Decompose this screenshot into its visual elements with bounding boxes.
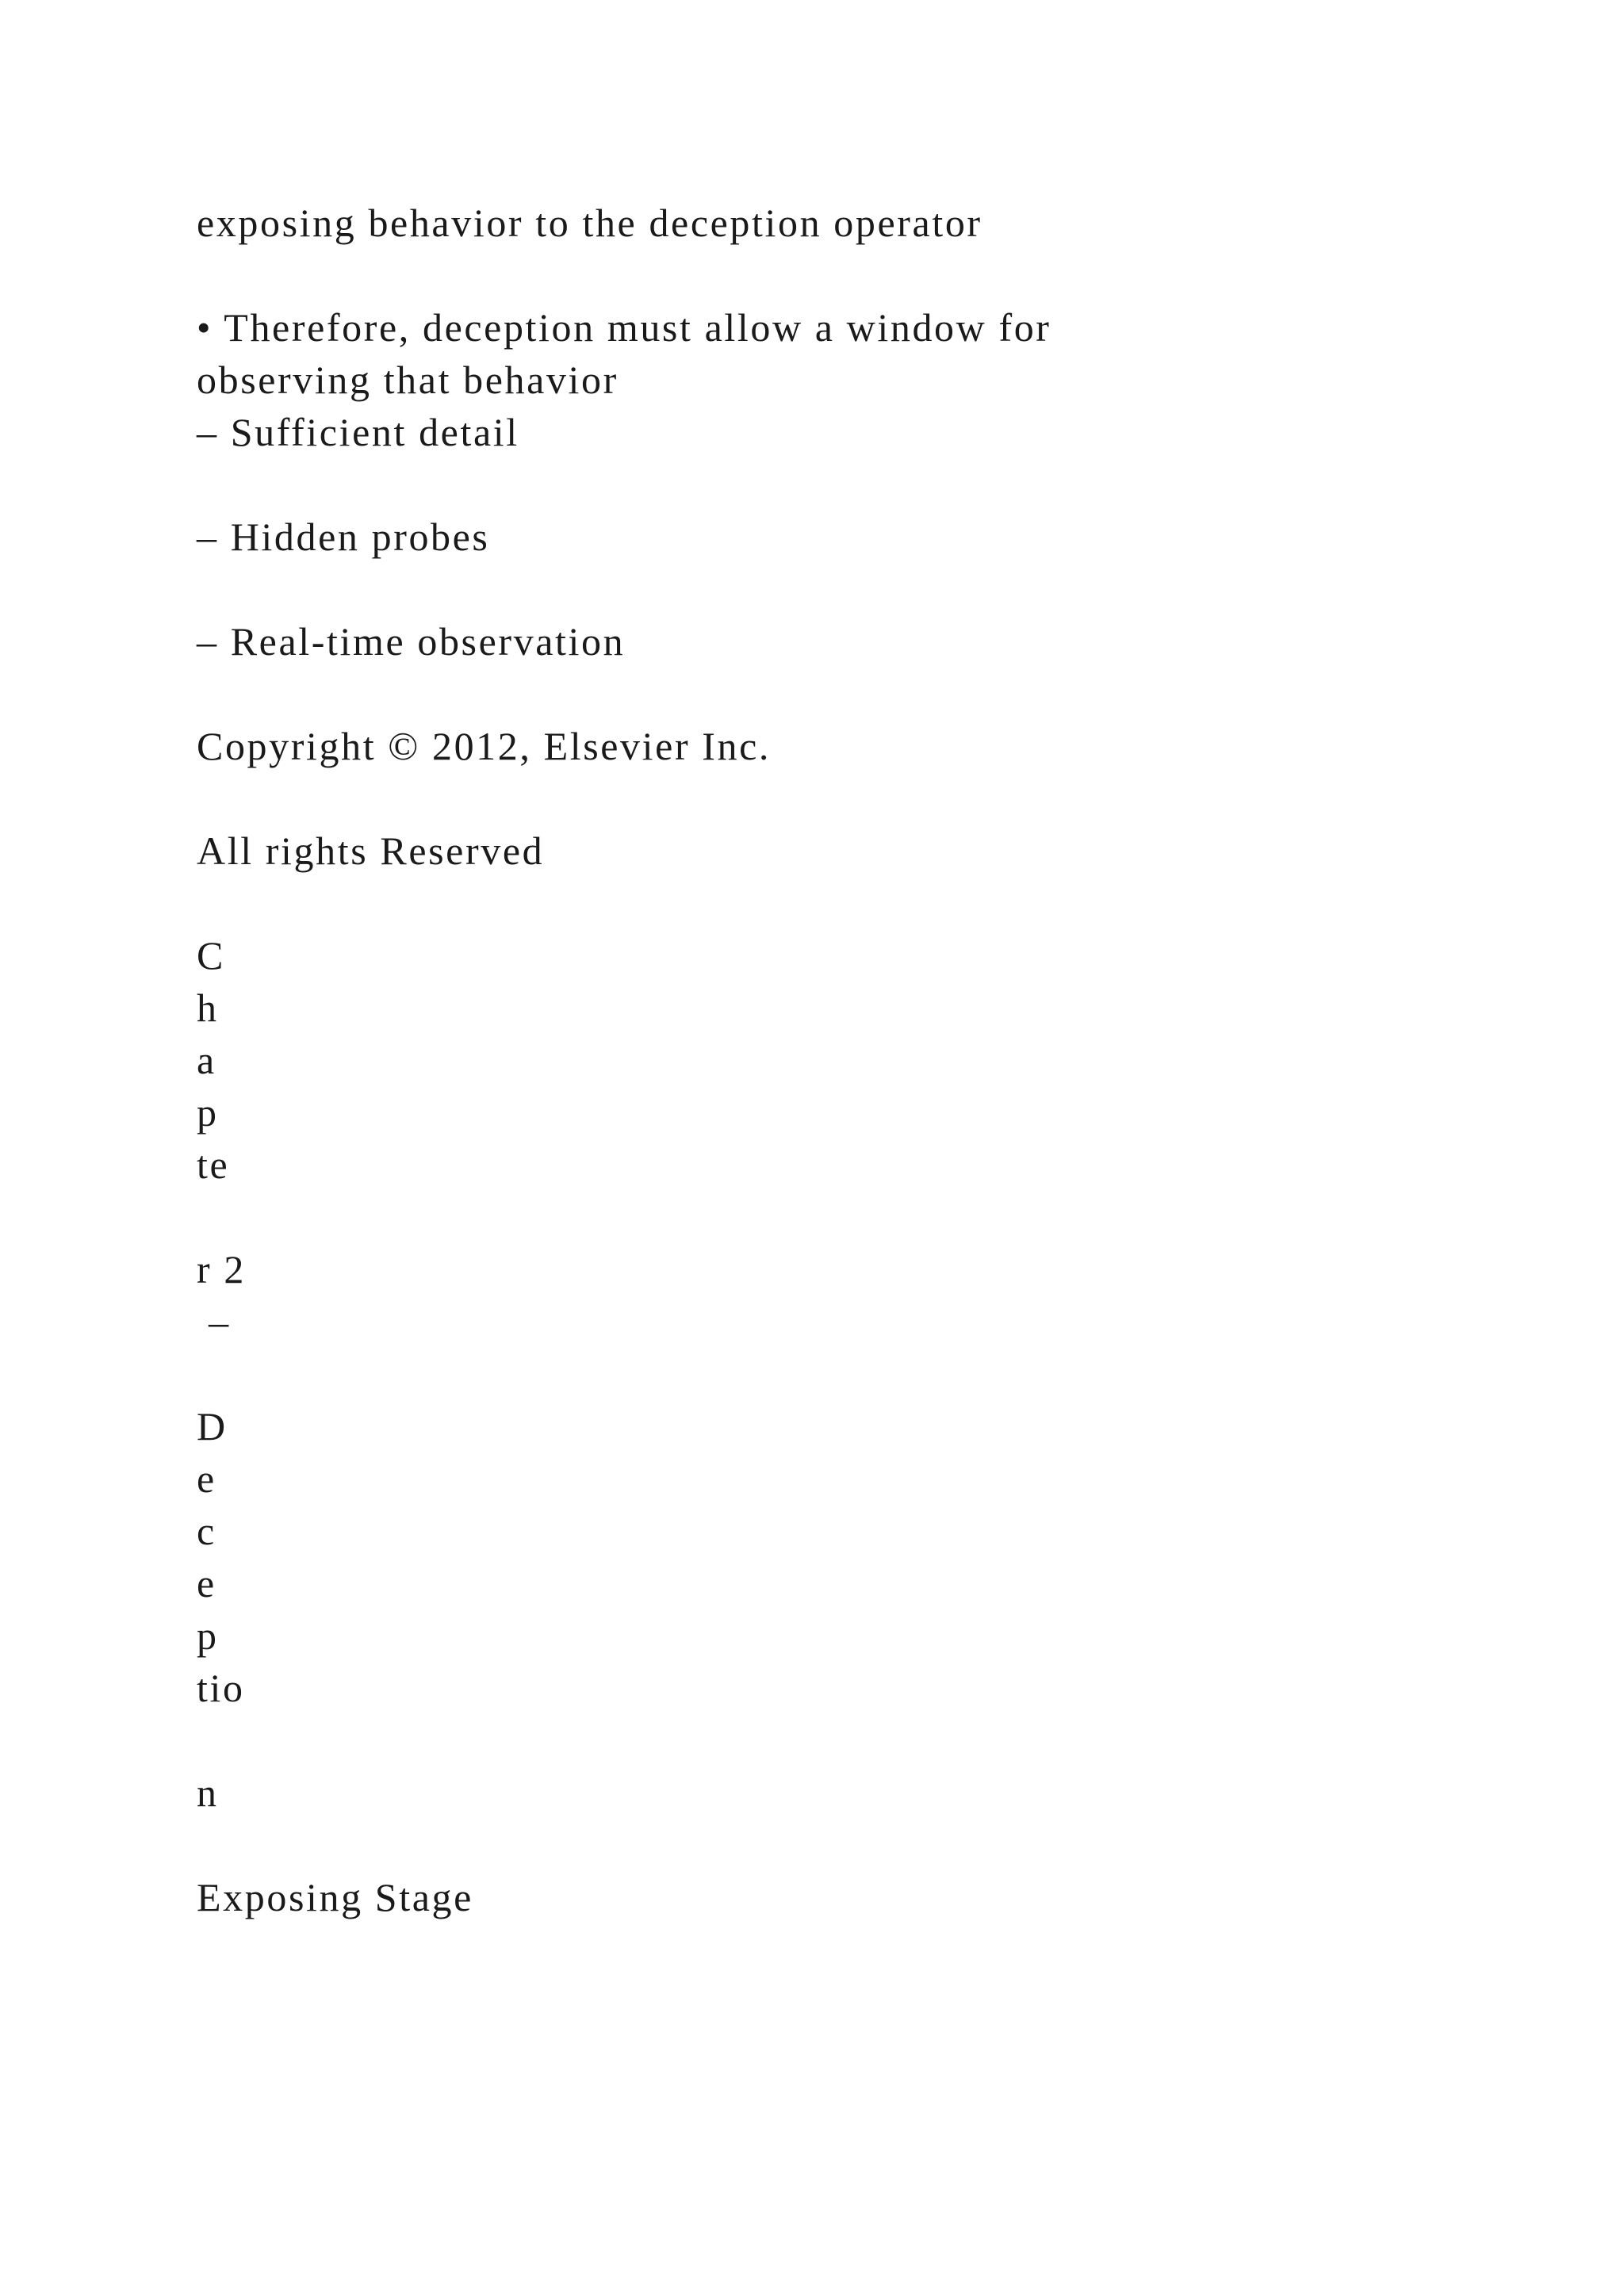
fragment-line: p: [197, 1090, 219, 1135]
section-heading: Exposing Stage: [197, 1875, 473, 1919]
fragment-line: te: [197, 1142, 230, 1187]
fragment-line: –: [197, 1299, 231, 1344]
fragment-line: h: [197, 985, 219, 1030]
sub-bullet-line: – Real-time observation: [197, 619, 626, 664]
fragment-line: tio: [197, 1666, 245, 1710]
fragment-line: n: [197, 1770, 219, 1815]
fragment-line: D: [197, 1404, 228, 1448]
text-line: observing that behavior: [197, 358, 619, 402]
copyright-line: Copyright © 2012, Elsevier Inc.: [197, 724, 772, 768]
fragment-line: e: [197, 1456, 216, 1501]
fragment-line: C: [197, 933, 225, 978]
sub-bullet-line: – Hidden probes: [197, 515, 490, 559]
fragment-line: c: [197, 1509, 216, 1553]
fragment-line: a: [197, 1038, 216, 1082]
rights-line: All rights Reserved: [197, 828, 545, 873]
fragment-line: r 2: [197, 1247, 246, 1292]
bullet-line: • Therefore, deception must allow a window for: [197, 305, 1051, 350]
fragment-line: p: [197, 1613, 219, 1658]
fragment-line: e: [197, 1561, 216, 1605]
text-line: exposing behavior to the deception operator: [197, 201, 982, 245]
sub-bullet-line: – Sufficient detail: [197, 410, 519, 454]
